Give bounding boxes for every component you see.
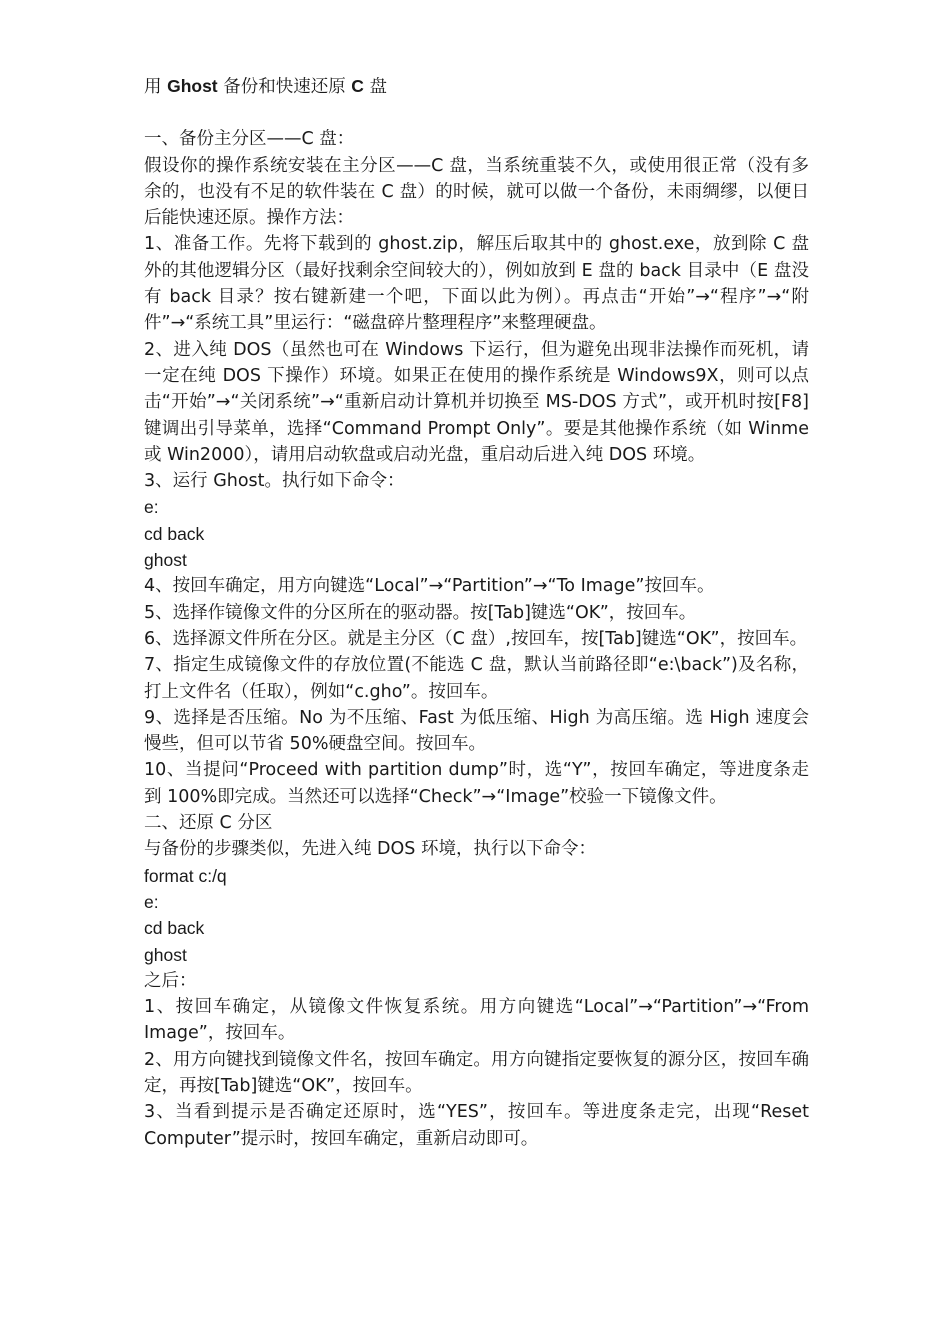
command-line: format c:/q [144, 865, 227, 886]
document-page [144, 73, 809, 1152]
command-line: e: [144, 891, 159, 912]
restore-step-3: 3、当看到提示是否确定还原时，选“YES”，按回车。等进度条走完，出现“Reset Computer”提示时，按回车确定，重新启动即可。 [144, 1102, 809, 1149]
title-prefix: 用 [144, 77, 168, 97]
step-10: 10、当提问“Proceed with partition dump”时，选“Y”，按回车确定，等进度条走到 100%即完成。当然还可以选择“Check”→“Image”校验一下镜像文件。 [144, 760, 809, 807]
command-line: ghost [144, 944, 187, 965]
step-7: 7、指定生成镜像文件的存放位置(不能选 C 盘，默认当前路径即“e:\back”)及名称，打上文件名（任取），例如“c.gho”。按回车。 [144, 655, 809, 702]
step-6: 6、选择源文件所在分区。就是主分区（C 盘）,按回车，按[Tab]键选“OK”，按回车。 [144, 628, 808, 649]
paragraph-restore-intro: 与备份的步骤类似，先进入纯 DOS 环境，执行以下命令： [144, 839, 596, 860]
title-drive: C [351, 76, 364, 96]
section-heading-backup: 一、备份主分区——C 盘： [144, 129, 355, 150]
document-title [144, 73, 809, 100]
title-suffix: 盘 [363, 77, 387, 97]
restore-step-1: 1、按回车确定，从镜像文件恢复系统。用方向键选“Local”→“Partition”→“From Image”，按回车。 [144, 997, 809, 1044]
command-line: ghost [144, 550, 187, 571]
paragraph-after: 之后： [144, 970, 197, 991]
title-middle: 备份和快速还原 [217, 77, 352, 97]
section-heading-restore: 二、还原 C 分区 [144, 813, 273, 834]
command-line: cd back [144, 918, 205, 939]
step-9: 9、选择是否压缩。No 为不压缩、Fast 为低压缩、High 为高压缩。选 High 速度会慢些，但可以节省 50%硬盘空间。按回车。 [144, 707, 809, 755]
step-1-prepare: 1、准备工作。先将下载到的 ghost.zip，解压后取其中的 ghost.exe，放到除 C 盘外的其他逻辑分区（最好找剩余空间较大的），例如放到 E 盘的 back 目录中（E 盘没有 back 目录？按右键新建一个吧，下面以此为例）。再点击“开始”→“程序”→“附件”→“系统工具”里运行：“磁盘碎片整理程序”来整理硬盘。 [144, 234, 809, 334]
step-3-run-ghost: 3、运行 Ghost。执行如下命令： [144, 471, 405, 492]
step-4: 4、按回车确定，用方向键选“Local”→“Partition”→“To Image”按回车。 [144, 576, 715, 597]
step-2-dos: 2、进入纯 DOS（虽然也可在 Windows 下运行，但为避免出现非法操作而死机，请一定在纯 DOS 下操作）环境。如果正在使用的操作系统是 Windows9X，则可以点击“开始”→“关闭系统”→“重新启动计算机并切换至 MS-DOS 方式”，或开机时按[F8]键调出引导菜单，选择“Command Prompt Only”。要是其他操作系统（如 Winme 或 Win2000），请用启动软盘或启动光盘，重启动后进入纯 DOS 环境。 [144, 339, 809, 465]
restore-step-2: 2、用方向键找到镜像文件名，按回车确定。用方向键指定要恢复的源分区，按回车确定，再按[Tab]键选“OK”，按回车。 [144, 1049, 809, 1096]
paragraph-intro: 假设你的操作系统安装在主分区——C 盘，当系统重装不久，或使用很正常（没有多余的，也没有不足的软件装在 C 盘）的时候，就可以做一个备份，未雨绸缪，以便日后能快速还原。操作方法： [144, 155, 809, 229]
step-5: 5、选择作镜像文件的分区所在的驱动器。按[Tab]键选“OK”，按回车。 [144, 602, 697, 623]
title-ghost: Ghost [167, 76, 218, 96]
command-line: e: [144, 497, 159, 518]
command-line: cd back [144, 523, 205, 544]
